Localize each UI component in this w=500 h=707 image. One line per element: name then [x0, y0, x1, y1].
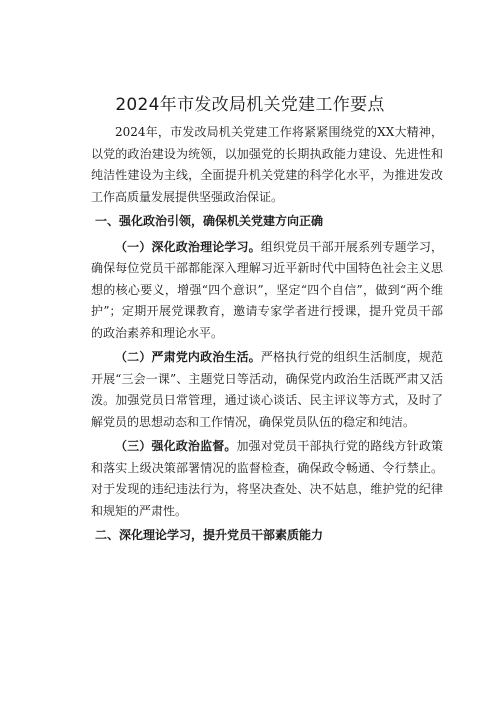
item-1-text: 组织党员干部开展系列专题学习，确保每位党员干部都能深入理解习近平新时代中国特色社会主义思想的核心要义，增强“四个意识”，坚定“四个自信”，做到“两个维护”；定期开展党课教育，邀请专家学者进行授课，提升党员干部的政治素养和理论水平。	[91, 239, 443, 340]
section-1-item-1	[91, 237, 443, 345]
item-1-lead: （一）深化政治理论学习。	[115, 239, 261, 254]
document-title: 2024年市发改局机关党建工作要点	[115, 95, 385, 115]
document-body	[91, 122, 443, 551]
section-1-item-3	[91, 436, 443, 522]
section-2-heading: 二、深化理论学习，提升党员干部素质能力	[95, 528, 324, 542]
section-1-heading: 一、强化政治引领，确保机关党建方向正确	[95, 214, 324, 228]
section-1-item-2	[91, 347, 443, 433]
item-2-lead: （二）严肃党内政治生活。	[115, 350, 261, 364]
item-3-text: 加强对党员干部执行党的路线方针政策和落实上级决策部署情况的监督检查，确保政令畅通、令行禁止。对于发现的违纪违法行为，将坚决查处、决不姑息，维护党的纪律和规矩的严肃性。	[91, 439, 443, 518]
intro-paragraph: 2024年，市发改局机关党建工作将紧紧围绕党的XX大精神，以党的政治建设为统领，以加强党的长期执政能力建设、先进性和纯洁性建设为主线，全面提升机关党建的科学化水平，为推进发改工作高质量发展提供坚强政治保证。	[91, 125, 443, 204]
item-2-text: 严格执行党的组织生活制度，规范开展“三会一课”、主题党日等活动，确保党内政治生活既严肃又活泼。加强党员日常管理，通过谈心谈话、民主评议等方式，及时了解党员的思想动态和工作情况，确保党员队伍的稳定和纯洁。	[91, 350, 443, 429]
item-3-lead: （三）强化政治监督。	[115, 439, 237, 453]
